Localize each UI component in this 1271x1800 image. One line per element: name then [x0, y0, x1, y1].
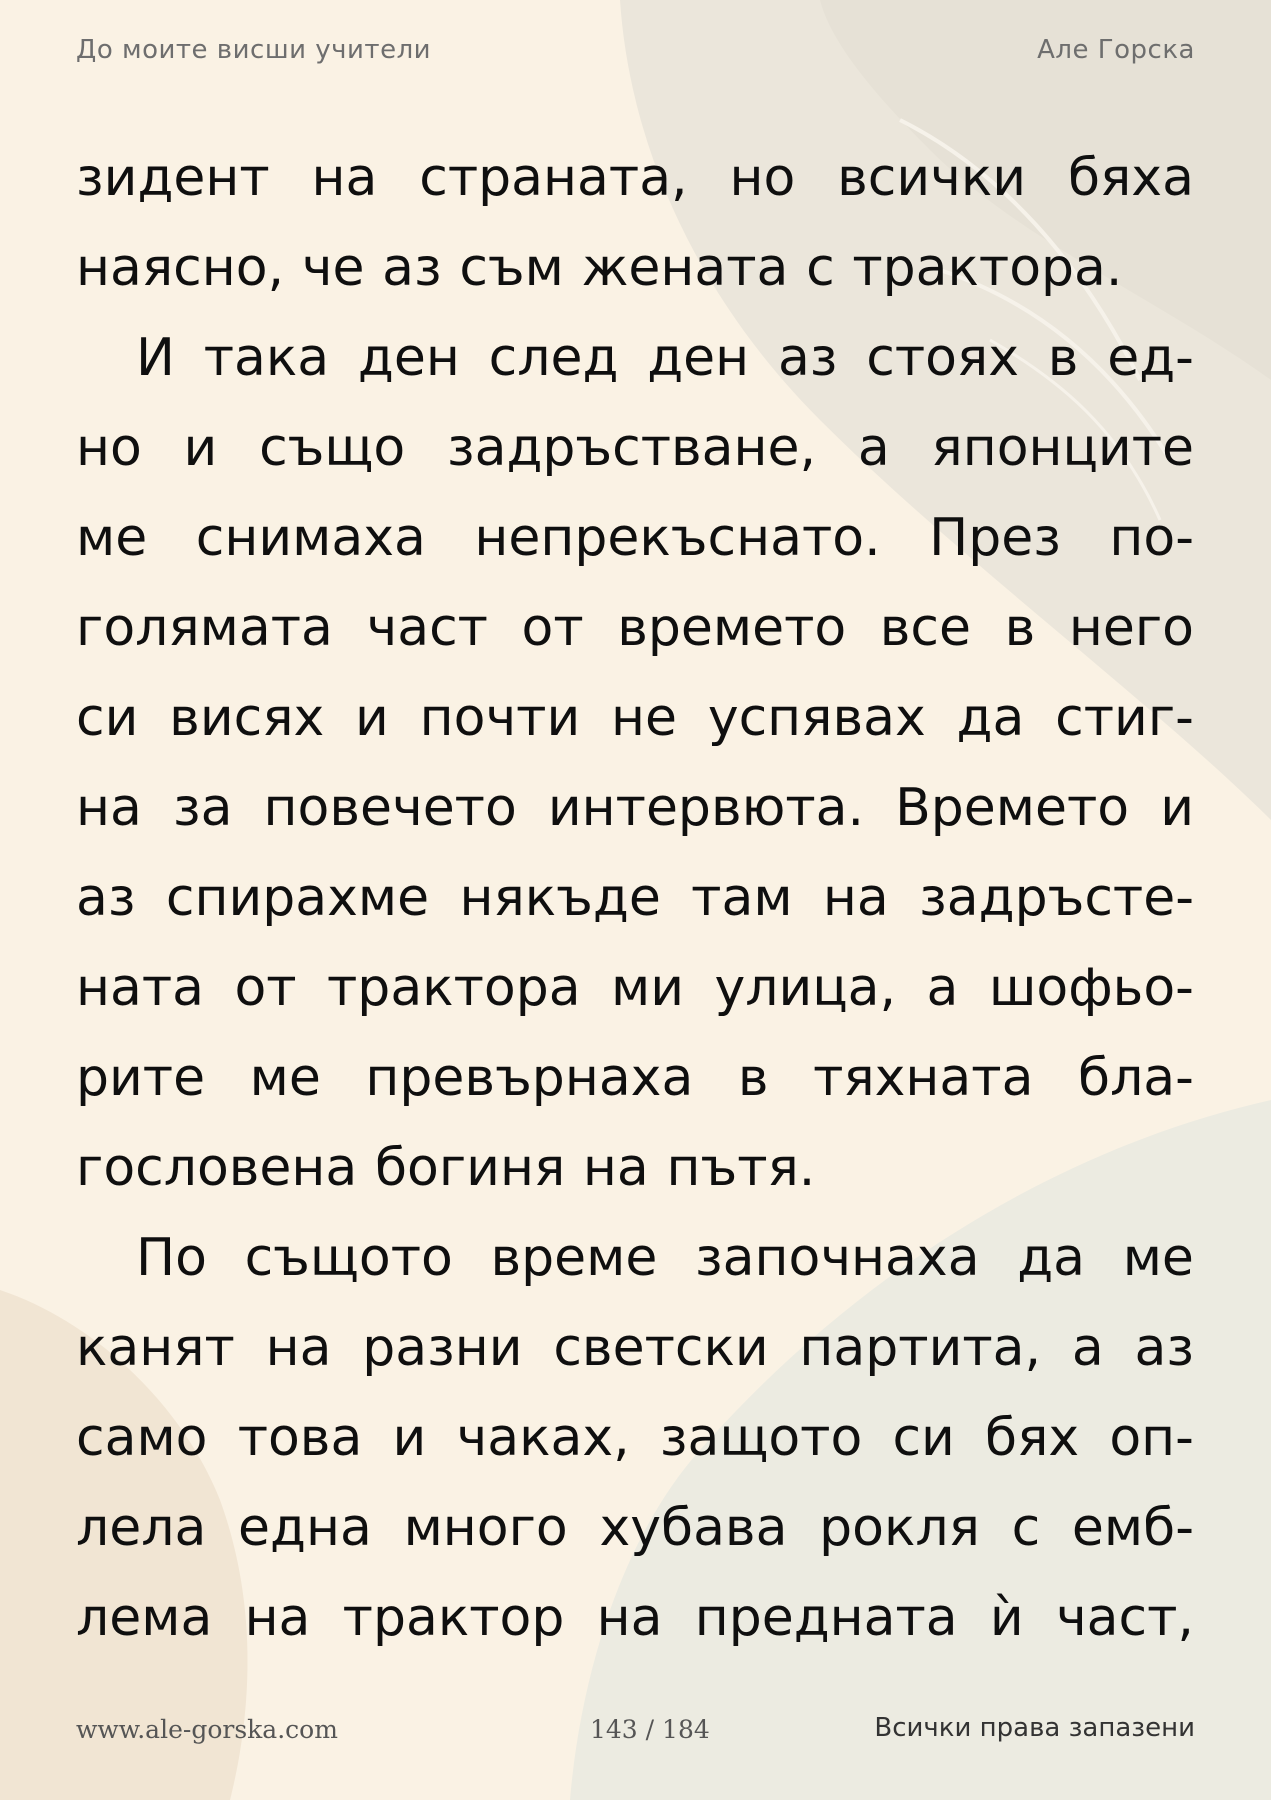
- word: така: [203, 328, 330, 388]
- word: на: [596, 1588, 663, 1648]
- word: ден: [357, 328, 460, 388]
- word: превърнаха: [365, 1048, 694, 1108]
- word: в: [737, 1048, 769, 1108]
- text-line: [76, 943, 1194, 1033]
- word: на: [265, 1318, 332, 1378]
- word: за: [172, 778, 233, 838]
- word: ме: [76, 508, 148, 568]
- word: улица,: [714, 958, 897, 1018]
- word: ната: [76, 958, 205, 1018]
- website-link[interactable]: www.ale-gorska.com: [76, 1715, 338, 1744]
- text-line: [76, 583, 1194, 673]
- word: бях: [985, 1408, 1080, 1468]
- word: През: [929, 508, 1061, 568]
- word: хубава: [599, 1498, 788, 1558]
- text-line: [76, 313, 1194, 403]
- text-line: [76, 1393, 1194, 1483]
- word: също: [259, 418, 406, 478]
- body-text: [76, 133, 1194, 1663]
- text-line: [76, 1483, 1194, 1573]
- word: защото: [659, 1408, 863, 1468]
- word: и: [183, 418, 218, 478]
- copyright-notice: Всички права запазени: [874, 1713, 1195, 1743]
- word: на: [311, 148, 378, 208]
- word: да: [956, 688, 1025, 748]
- word: ми: [611, 958, 685, 1018]
- word: време: [490, 1228, 658, 1288]
- word: страната,: [419, 148, 688, 208]
- word: непрекъснато.: [474, 508, 881, 568]
- word: същото: [244, 1228, 453, 1288]
- word: аз: [382, 238, 442, 298]
- word: не: [611, 688, 678, 748]
- word: трактор: [342, 1588, 565, 1648]
- text-line: [76, 223, 1194, 313]
- word: от: [521, 598, 584, 658]
- word: а: [857, 418, 890, 478]
- text-line: [76, 1573, 1194, 1663]
- word: си: [76, 688, 139, 748]
- word: с: [1011, 1498, 1041, 1558]
- word: По: [136, 1228, 207, 1288]
- word: ѝ: [989, 1588, 1024, 1648]
- word: задръсте-: [919, 868, 1194, 928]
- word: част: [366, 598, 488, 658]
- text-line: [76, 1303, 1194, 1393]
- word: тяхната: [813, 1048, 1034, 1108]
- word: много: [403, 1498, 568, 1558]
- word: аз: [1134, 1318, 1194, 1378]
- word: аз: [777, 328, 838, 388]
- word: гословена: [76, 1138, 358, 1198]
- word: оп-: [1109, 1408, 1194, 1468]
- word: ед-: [1107, 328, 1194, 388]
- word: предната: [694, 1588, 958, 1648]
- word: там: [691, 868, 793, 928]
- word: спирахме: [165, 868, 430, 928]
- text-line: [76, 493, 1194, 583]
- word: голямата: [76, 598, 333, 658]
- word: лема: [76, 1588, 213, 1648]
- word: лела: [76, 1498, 207, 1558]
- word: пътя.: [666, 1138, 816, 1198]
- word: почти: [419, 688, 581, 748]
- word: всички: [837, 148, 1027, 208]
- author-name: Але Горска: [1037, 35, 1195, 65]
- word: в: [1004, 598, 1036, 658]
- word: шофьо-: [988, 958, 1194, 1018]
- word: в: [1047, 328, 1079, 388]
- text-line: [76, 403, 1194, 493]
- word: рокля: [819, 1498, 980, 1558]
- word: ден: [647, 328, 750, 388]
- word: Времето: [895, 778, 1130, 838]
- word: ме: [1122, 1228, 1194, 1288]
- word: трактора.: [852, 238, 1123, 298]
- word: това: [237, 1408, 363, 1468]
- word: богиня: [374, 1138, 566, 1198]
- word: на: [244, 1588, 311, 1648]
- word: японците: [931, 418, 1194, 478]
- word: все: [879, 598, 972, 658]
- word: снимаха: [195, 508, 426, 568]
- word: и: [392, 1408, 427, 1468]
- word: някъде: [459, 868, 661, 928]
- word: аз: [76, 868, 136, 928]
- text-line: [76, 673, 1194, 763]
- word: него: [1068, 598, 1194, 658]
- word: започнаха: [695, 1228, 980, 1288]
- word: от: [234, 958, 297, 1018]
- word: стоях: [866, 328, 1019, 388]
- word: една: [238, 1498, 372, 1558]
- word: но: [729, 148, 796, 208]
- word: на: [582, 1138, 649, 1198]
- word: си: [892, 1408, 955, 1468]
- word: светски: [553, 1318, 769, 1378]
- word: бяха: [1067, 148, 1194, 208]
- word: повечето: [263, 778, 517, 838]
- word: бла-: [1078, 1048, 1194, 1108]
- word: и: [355, 688, 389, 748]
- word: канят: [76, 1318, 235, 1378]
- word: само: [76, 1408, 208, 1468]
- word: на: [822, 868, 889, 928]
- word: по-: [1109, 508, 1194, 568]
- book-title: До моите висши учители: [76, 35, 432, 65]
- word: интервюта.: [547, 778, 865, 838]
- word: зидент: [76, 148, 270, 208]
- word: времето: [617, 598, 847, 658]
- word: съм: [459, 238, 564, 298]
- word: задръстване,: [446, 418, 817, 478]
- word: И: [136, 328, 175, 388]
- text-line: [76, 763, 1194, 853]
- word: а: [926, 958, 959, 1018]
- word: а: [1071, 1318, 1104, 1378]
- word: ме: [249, 1048, 321, 1108]
- word: част,: [1055, 1588, 1194, 1648]
- word: с: [806, 238, 835, 298]
- word: да: [1017, 1228, 1086, 1288]
- text-line: [76, 1213, 1194, 1303]
- text-line: [76, 1033, 1194, 1123]
- word: че: [301, 238, 365, 298]
- word: успявах: [707, 688, 926, 748]
- word: на: [76, 778, 142, 838]
- word: наясно,: [76, 238, 285, 298]
- page-indicator: 143 / 184: [590, 1715, 710, 1744]
- word: стиг-: [1055, 688, 1194, 748]
- word: и: [1160, 778, 1194, 838]
- word: чаках,: [456, 1408, 630, 1468]
- word: висях: [169, 688, 325, 748]
- word: след: [488, 328, 619, 388]
- word: партита,: [799, 1318, 1042, 1378]
- text-line: [76, 133, 1194, 223]
- text-line: [76, 853, 1194, 943]
- word: но: [76, 418, 142, 478]
- word: жената: [581, 238, 789, 298]
- word: рите: [76, 1048, 206, 1108]
- text-line: [76, 1123, 1194, 1213]
- word: трактора: [327, 958, 581, 1018]
- word: емб-: [1071, 1498, 1194, 1558]
- word: разни: [362, 1318, 523, 1378]
